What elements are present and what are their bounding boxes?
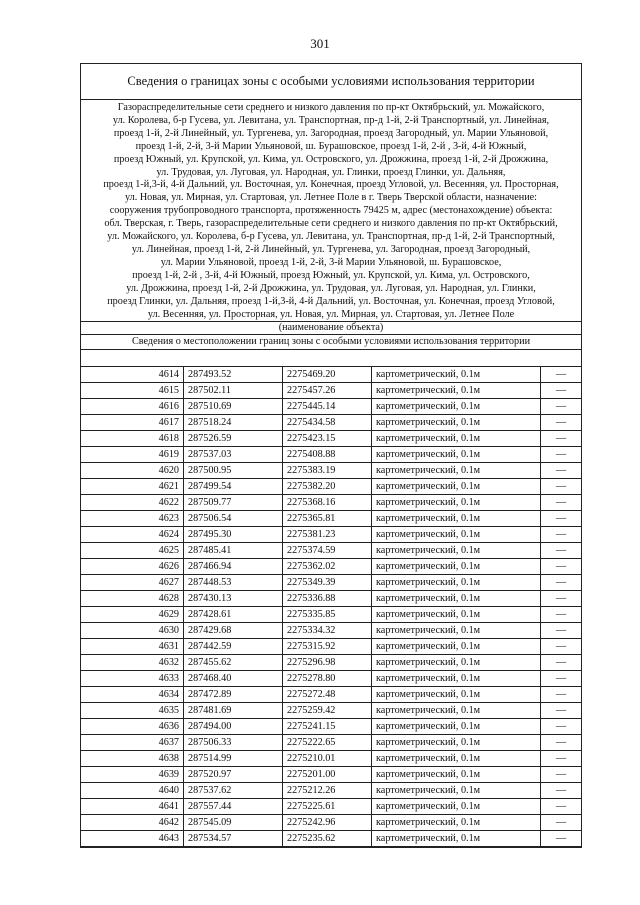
y-coordinate-cell: 2275272.48 bbox=[283, 687, 372, 703]
point-number-cell: 4633 bbox=[81, 671, 184, 687]
x-coordinate-cell: 287455.62 bbox=[184, 655, 283, 671]
description-cell: — bbox=[541, 623, 582, 639]
method-accuracy-cell: картометрический, 0.1м bbox=[372, 735, 541, 751]
point-number-cell: 4617 bbox=[81, 415, 184, 431]
description-line: ул. Королева, б-р Гусева, ул. Левитана, ул. Транспортная, пр-д 1-й, 2-й Транспортный, ул. Линейная, bbox=[112, 114, 550, 126]
y-coordinate-cell: 2275408.88 bbox=[283, 447, 372, 463]
point-number-cell: 4629 bbox=[81, 607, 184, 623]
table-row bbox=[81, 591, 581, 607]
description-line: проезд 1-й, 2-й, 3-й Марии Ульяновой, ш. Бурашовское, проезд 1-й, 2-й , 3-й, 4-й Южный, bbox=[135, 140, 527, 152]
point-number-cell: 4626 bbox=[81, 559, 184, 575]
x-coordinate-cell: 287442.59 bbox=[184, 639, 283, 655]
table-row bbox=[81, 495, 581, 511]
y-coordinate-cell: 2275259.42 bbox=[283, 703, 372, 719]
description-cell: — bbox=[541, 415, 582, 431]
method-accuracy-cell: картометрический, 0.1м bbox=[372, 543, 541, 559]
y-coordinate-cell: 2275201.00 bbox=[283, 767, 372, 783]
method-accuracy-cell: картометрический, 0.1м bbox=[372, 703, 541, 719]
x-coordinate-cell: 287466.94 bbox=[184, 559, 283, 575]
y-coordinate-cell: 2275469.20 bbox=[283, 367, 372, 383]
y-coordinate-cell: 2275212.26 bbox=[283, 783, 372, 799]
method-accuracy-cell: картометрический, 0.1м bbox=[372, 511, 541, 527]
method-accuracy-cell: картометрический, 0.1м bbox=[372, 767, 541, 783]
description-cell: — bbox=[541, 751, 582, 767]
table-row bbox=[81, 639, 581, 655]
point-number-cell: 4630 bbox=[81, 623, 184, 639]
description-cell: — bbox=[541, 591, 582, 607]
document-title: Сведения о границах зоны с особыми условиями использования территории bbox=[81, 64, 581, 100]
x-coordinate-cell: 287506.33 bbox=[184, 735, 283, 751]
description-line: проезд 1-й,3-й, 4-й Дальний, ул. Восточная, ул. Конечная, проезд Угловой, ул. Весенняя, ул. Просторная, bbox=[103, 179, 559, 191]
method-accuracy-cell: картометрический, 0.1м bbox=[372, 447, 541, 463]
description-line: ул. Весенняя, ул. Просторная, ул. Новая, ул. Мирная, ул. Стартовая, ул. Летнее Поле bbox=[147, 308, 515, 320]
point-number-cell: 4641 bbox=[81, 799, 184, 815]
y-coordinate-cell: 2275334.32 bbox=[283, 623, 372, 639]
description-cell: — bbox=[541, 431, 582, 447]
table-row bbox=[81, 671, 581, 687]
point-number-cell: 4628 bbox=[81, 591, 184, 607]
x-coordinate-cell: 287526.59 bbox=[184, 431, 283, 447]
x-coordinate-cell: 287468.40 bbox=[184, 671, 283, 687]
method-accuracy-cell: картометрический, 0.1м bbox=[372, 463, 541, 479]
point-number-cell: 4631 bbox=[81, 639, 184, 655]
method-accuracy-cell: картометрический, 0.1м bbox=[372, 671, 541, 687]
point-number-cell: 4614 bbox=[81, 367, 184, 383]
point-number-cell: 4632 bbox=[81, 655, 184, 671]
method-accuracy-cell: картометрический, 0.1м bbox=[372, 591, 541, 607]
description-cell: — bbox=[541, 447, 582, 463]
x-coordinate-cell: 287518.24 bbox=[184, 415, 283, 431]
table-row bbox=[81, 367, 581, 383]
point-number-cell: 4640 bbox=[81, 783, 184, 799]
table-row bbox=[81, 431, 581, 447]
table-row bbox=[81, 783, 581, 799]
coordinates-table bbox=[81, 366, 581, 847]
method-accuracy-cell: картометрический, 0.1м bbox=[372, 415, 541, 431]
method-accuracy-cell: картометрический, 0.1м bbox=[372, 687, 541, 703]
x-coordinate-cell: 287557.44 bbox=[184, 799, 283, 815]
y-coordinate-cell: 2275335.85 bbox=[283, 607, 372, 623]
x-coordinate-cell: 287510.69 bbox=[184, 399, 283, 415]
point-number-cell: 4637 bbox=[81, 735, 184, 751]
description-line: ул. Дрожжина, проезд 1-й, 2-й Дрожжина, ул. Трудовая, ул. Луговая, ул. Народная, ул. Глинки, bbox=[126, 282, 536, 294]
description-line: Газораспределительные сети среднего и низкого давления по пр-кт Октябрьский, ул. Можайского, bbox=[117, 102, 545, 113]
description-cell: — bbox=[541, 527, 582, 543]
table-row bbox=[81, 735, 581, 751]
x-coordinate-cell: 287481.69 bbox=[184, 703, 283, 719]
object-description bbox=[81, 100, 581, 321]
table-row bbox=[81, 447, 581, 463]
description-cell: — bbox=[541, 687, 582, 703]
x-coordinate-cell: 287499.54 bbox=[184, 479, 283, 495]
x-coordinate-cell: 287502.11 bbox=[184, 383, 283, 399]
x-coordinate-cell: 287495.30 bbox=[184, 527, 283, 543]
point-number-cell: 4615 bbox=[81, 383, 184, 399]
description-cell: — bbox=[541, 495, 582, 511]
x-coordinate-cell: 287448.53 bbox=[184, 575, 283, 591]
point-number-cell: 4636 bbox=[81, 719, 184, 735]
description-cell: — bbox=[541, 655, 582, 671]
description-line: проезд 1-й, 2-й Линейный, ул. Тургенева, ул. Загородная, проезд Загородный, ул. Марии Ульяновой, bbox=[113, 127, 549, 139]
method-accuracy-cell: картометрический, 0.1м bbox=[372, 559, 541, 575]
table-row bbox=[81, 479, 581, 495]
y-coordinate-cell: 2275381.23 bbox=[283, 527, 372, 543]
description-cell: — bbox=[541, 559, 582, 575]
method-accuracy-cell: картометрический, 0.1м bbox=[372, 719, 541, 735]
table-row bbox=[81, 655, 581, 671]
x-coordinate-cell: 287534.57 bbox=[184, 831, 283, 847]
method-accuracy-cell: картометрический, 0.1м bbox=[372, 431, 541, 447]
point-number-cell: 4623 bbox=[81, 511, 184, 527]
point-number-cell: 4638 bbox=[81, 751, 184, 767]
table-row bbox=[81, 623, 581, 639]
point-number-cell: 4624 bbox=[81, 527, 184, 543]
table-row bbox=[81, 383, 581, 399]
table-row bbox=[81, 687, 581, 703]
description-cell: — bbox=[541, 639, 582, 655]
page-number: 301 bbox=[310, 36, 330, 51]
description-line: проезд Южный, ул. Крупской, ул. Кима, ул. Островского, ул. Дрожжина, проезд 1-й, 2-й Дрожжина, bbox=[113, 153, 549, 165]
description-cell: — bbox=[541, 831, 582, 847]
description-cell: — bbox=[541, 511, 582, 527]
description-cell: — bbox=[541, 671, 582, 687]
point-number-cell: 4619 bbox=[81, 447, 184, 463]
point-number-cell: 4642 bbox=[81, 815, 184, 831]
x-coordinate-cell: 287520.97 bbox=[184, 767, 283, 783]
y-coordinate-cell: 2275383.19 bbox=[283, 463, 372, 479]
y-coordinate-cell: 2275315.92 bbox=[283, 639, 372, 655]
method-accuracy-cell: картометрический, 0.1м bbox=[372, 815, 541, 831]
point-number-cell: 4627 bbox=[81, 575, 184, 591]
description-line: проезд 1-й, 2-й , 3-й, 4-й Южный, проезд Южный, ул. Крупской, ул. Кима, ул. Островского, bbox=[132, 269, 530, 281]
description-line: ул. Можайского, ул. Королева, б-р Гусева, ул. Левитана, ул. Транспортная, пр-д 1-й, 2-й Транспортный, bbox=[107, 231, 555, 243]
point-number-cell: 4620 bbox=[81, 463, 184, 479]
point-number-cell: 4621 bbox=[81, 479, 184, 495]
point-number-cell: 4618 bbox=[81, 431, 184, 447]
description-cell: — bbox=[541, 463, 582, 479]
x-coordinate-cell: 287506.54 bbox=[184, 511, 283, 527]
x-coordinate-cell: 287429.68 bbox=[184, 623, 283, 639]
method-accuracy-cell: картометрический, 0.1м bbox=[372, 383, 541, 399]
table-row bbox=[81, 543, 581, 559]
point-number-cell: 4643 bbox=[81, 831, 184, 847]
x-coordinate-cell: 287500.95 bbox=[184, 463, 283, 479]
method-accuracy-cell: картометрический, 0.1м bbox=[372, 639, 541, 655]
description-cell: — bbox=[541, 703, 582, 719]
method-accuracy-cell: картометрический, 0.1м bbox=[372, 575, 541, 591]
description-line: ул. Марии Ульяновой, проезд 1-й, 2-й, 3-й Марии Ульяновой, ш. Бурашовское, bbox=[160, 256, 502, 268]
description-line: проезд Глинки, ул. Дальняя, проезд 1-й,3-й, 4-й Дальний, ул. Восточная, ул. Конечная, проезд Угловой, bbox=[107, 295, 555, 307]
table-header-spacer bbox=[81, 349, 581, 366]
y-coordinate-cell: 2275278.80 bbox=[283, 671, 372, 687]
y-coordinate-cell: 2275222.65 bbox=[283, 735, 372, 751]
description-cell: — bbox=[541, 575, 582, 591]
description-cell: — bbox=[541, 815, 582, 831]
description-cell: — bbox=[541, 735, 582, 751]
x-coordinate-cell: 287537.62 bbox=[184, 783, 283, 799]
table-row bbox=[81, 511, 581, 527]
method-accuracy-cell: картометрический, 0.1м bbox=[372, 655, 541, 671]
table-row bbox=[81, 767, 581, 783]
method-accuracy-cell: картометрический, 0.1м bbox=[372, 799, 541, 815]
method-accuracy-cell: картометрический, 0.1м bbox=[372, 623, 541, 639]
method-accuracy-cell: картометрический, 0.1м bbox=[372, 495, 541, 511]
table-row bbox=[81, 703, 581, 719]
x-coordinate-cell: 287509.77 bbox=[184, 495, 283, 511]
y-coordinate-cell: 2275434.58 bbox=[283, 415, 372, 431]
x-coordinate-cell: 287545.09 bbox=[184, 815, 283, 831]
table-row bbox=[81, 607, 581, 623]
x-coordinate-cell: 287494.00 bbox=[184, 719, 283, 735]
description-line: ул. Трудовая, ул. Луговая, ул. Народная, ул. Глинки, проезд Глинки, ул. Дальняя, bbox=[156, 166, 506, 178]
table-row bbox=[81, 399, 581, 415]
point-number-cell: 4625 bbox=[81, 543, 184, 559]
description-line: сооружения трубопроводного транспорта, протяженность 79425 м, адрес (местонахождение) объекта: bbox=[109, 205, 553, 217]
description-cell: — bbox=[541, 367, 582, 383]
table-row bbox=[81, 799, 581, 815]
x-coordinate-cell: 287537.03 bbox=[184, 447, 283, 463]
y-coordinate-cell: 2275349.39 bbox=[283, 575, 372, 591]
point-number-cell: 4622 bbox=[81, 495, 184, 511]
table-row bbox=[81, 719, 581, 735]
description-cell: — bbox=[541, 783, 582, 799]
y-coordinate-cell: 2275374.59 bbox=[283, 543, 372, 559]
table-row bbox=[81, 831, 581, 847]
table-row bbox=[81, 575, 581, 591]
table-row bbox=[81, 751, 581, 767]
description-cell: — bbox=[541, 607, 582, 623]
location-section-header: Сведения о местоположении границ зоны с особыми условиями использования территории bbox=[81, 334, 581, 349]
y-coordinate-cell: 2275382.20 bbox=[283, 479, 372, 495]
x-coordinate-cell: 287428.61 bbox=[184, 607, 283, 623]
description-cell: — bbox=[541, 799, 582, 815]
y-coordinate-cell: 2275210.01 bbox=[283, 751, 372, 767]
method-accuracy-cell: картометрический, 0.1м bbox=[372, 831, 541, 847]
y-coordinate-cell: 2275457.26 bbox=[283, 383, 372, 399]
y-coordinate-cell: 2275362.02 bbox=[283, 559, 372, 575]
method-accuracy-cell: картометрический, 0.1м bbox=[372, 783, 541, 799]
object-name-caption: (наименование объекта) bbox=[81, 321, 581, 334]
description-cell: — bbox=[541, 767, 582, 783]
y-coordinate-cell: 2275242.96 bbox=[283, 815, 372, 831]
description-line: обл. Тверская, г. Тверь, газораспределительные сети среднего и низкого давления по пр-кт Октябрьский, bbox=[104, 218, 558, 230]
description-cell: — bbox=[541, 383, 582, 399]
x-coordinate-cell: 287472.89 bbox=[184, 687, 283, 703]
x-coordinate-cell: 287485.41 bbox=[184, 543, 283, 559]
method-accuracy-cell: картометрический, 0.1м bbox=[372, 479, 541, 495]
description-cell: — bbox=[541, 543, 582, 559]
y-coordinate-cell: 2275225.61 bbox=[283, 799, 372, 815]
y-coordinate-cell: 2275445.14 bbox=[283, 399, 372, 415]
description-cell: — bbox=[541, 479, 582, 495]
x-coordinate-cell: 287514.99 bbox=[184, 751, 283, 767]
y-coordinate-cell: 2275235.62 bbox=[283, 831, 372, 847]
point-number-cell: 4634 bbox=[81, 687, 184, 703]
x-coordinate-cell: 287493.52 bbox=[184, 367, 283, 383]
method-accuracy-cell: картометрический, 0.1м bbox=[372, 527, 541, 543]
y-coordinate-cell: 2275365.81 bbox=[283, 511, 372, 527]
table-row bbox=[81, 815, 581, 831]
table-row bbox=[81, 463, 581, 479]
description-cell: — bbox=[541, 399, 582, 415]
y-coordinate-cell: 2275336.88 bbox=[283, 591, 372, 607]
y-coordinate-cell: 2275241.15 bbox=[283, 719, 372, 735]
description-line: ул. Линейная, проезд 1-й, 2-й Линейный, ул. Тургенева, ул. Загородная, проезд Загородный, bbox=[131, 243, 531, 255]
y-coordinate-cell: 2275296.98 bbox=[283, 655, 372, 671]
table-row bbox=[81, 559, 581, 575]
point-number-cell: 4635 bbox=[81, 703, 184, 719]
point-number-cell: 4616 bbox=[81, 399, 184, 415]
table-row bbox=[81, 527, 581, 543]
y-coordinate-cell: 2275368.16 bbox=[283, 495, 372, 511]
table-row bbox=[81, 415, 581, 431]
method-accuracy-cell: картометрический, 0.1м bbox=[372, 367, 541, 383]
method-accuracy-cell: картометрический, 0.1м bbox=[372, 399, 541, 415]
description-line: ул. Новая, ул. Мирная, ул. Стартовая, ул. Летнее Поле в г. Тверь Тверской области, назначение: bbox=[125, 192, 537, 204]
method-accuracy-cell: картометрический, 0.1м bbox=[372, 751, 541, 767]
y-coordinate-cell: 2275423.15 bbox=[283, 431, 372, 447]
description-cell: — bbox=[541, 719, 582, 735]
zone-boundaries-form bbox=[80, 63, 582, 848]
x-coordinate-cell: 287430.13 bbox=[184, 591, 283, 607]
method-accuracy-cell: картометрический, 0.1м bbox=[372, 607, 541, 623]
point-number-cell: 4639 bbox=[81, 767, 184, 783]
